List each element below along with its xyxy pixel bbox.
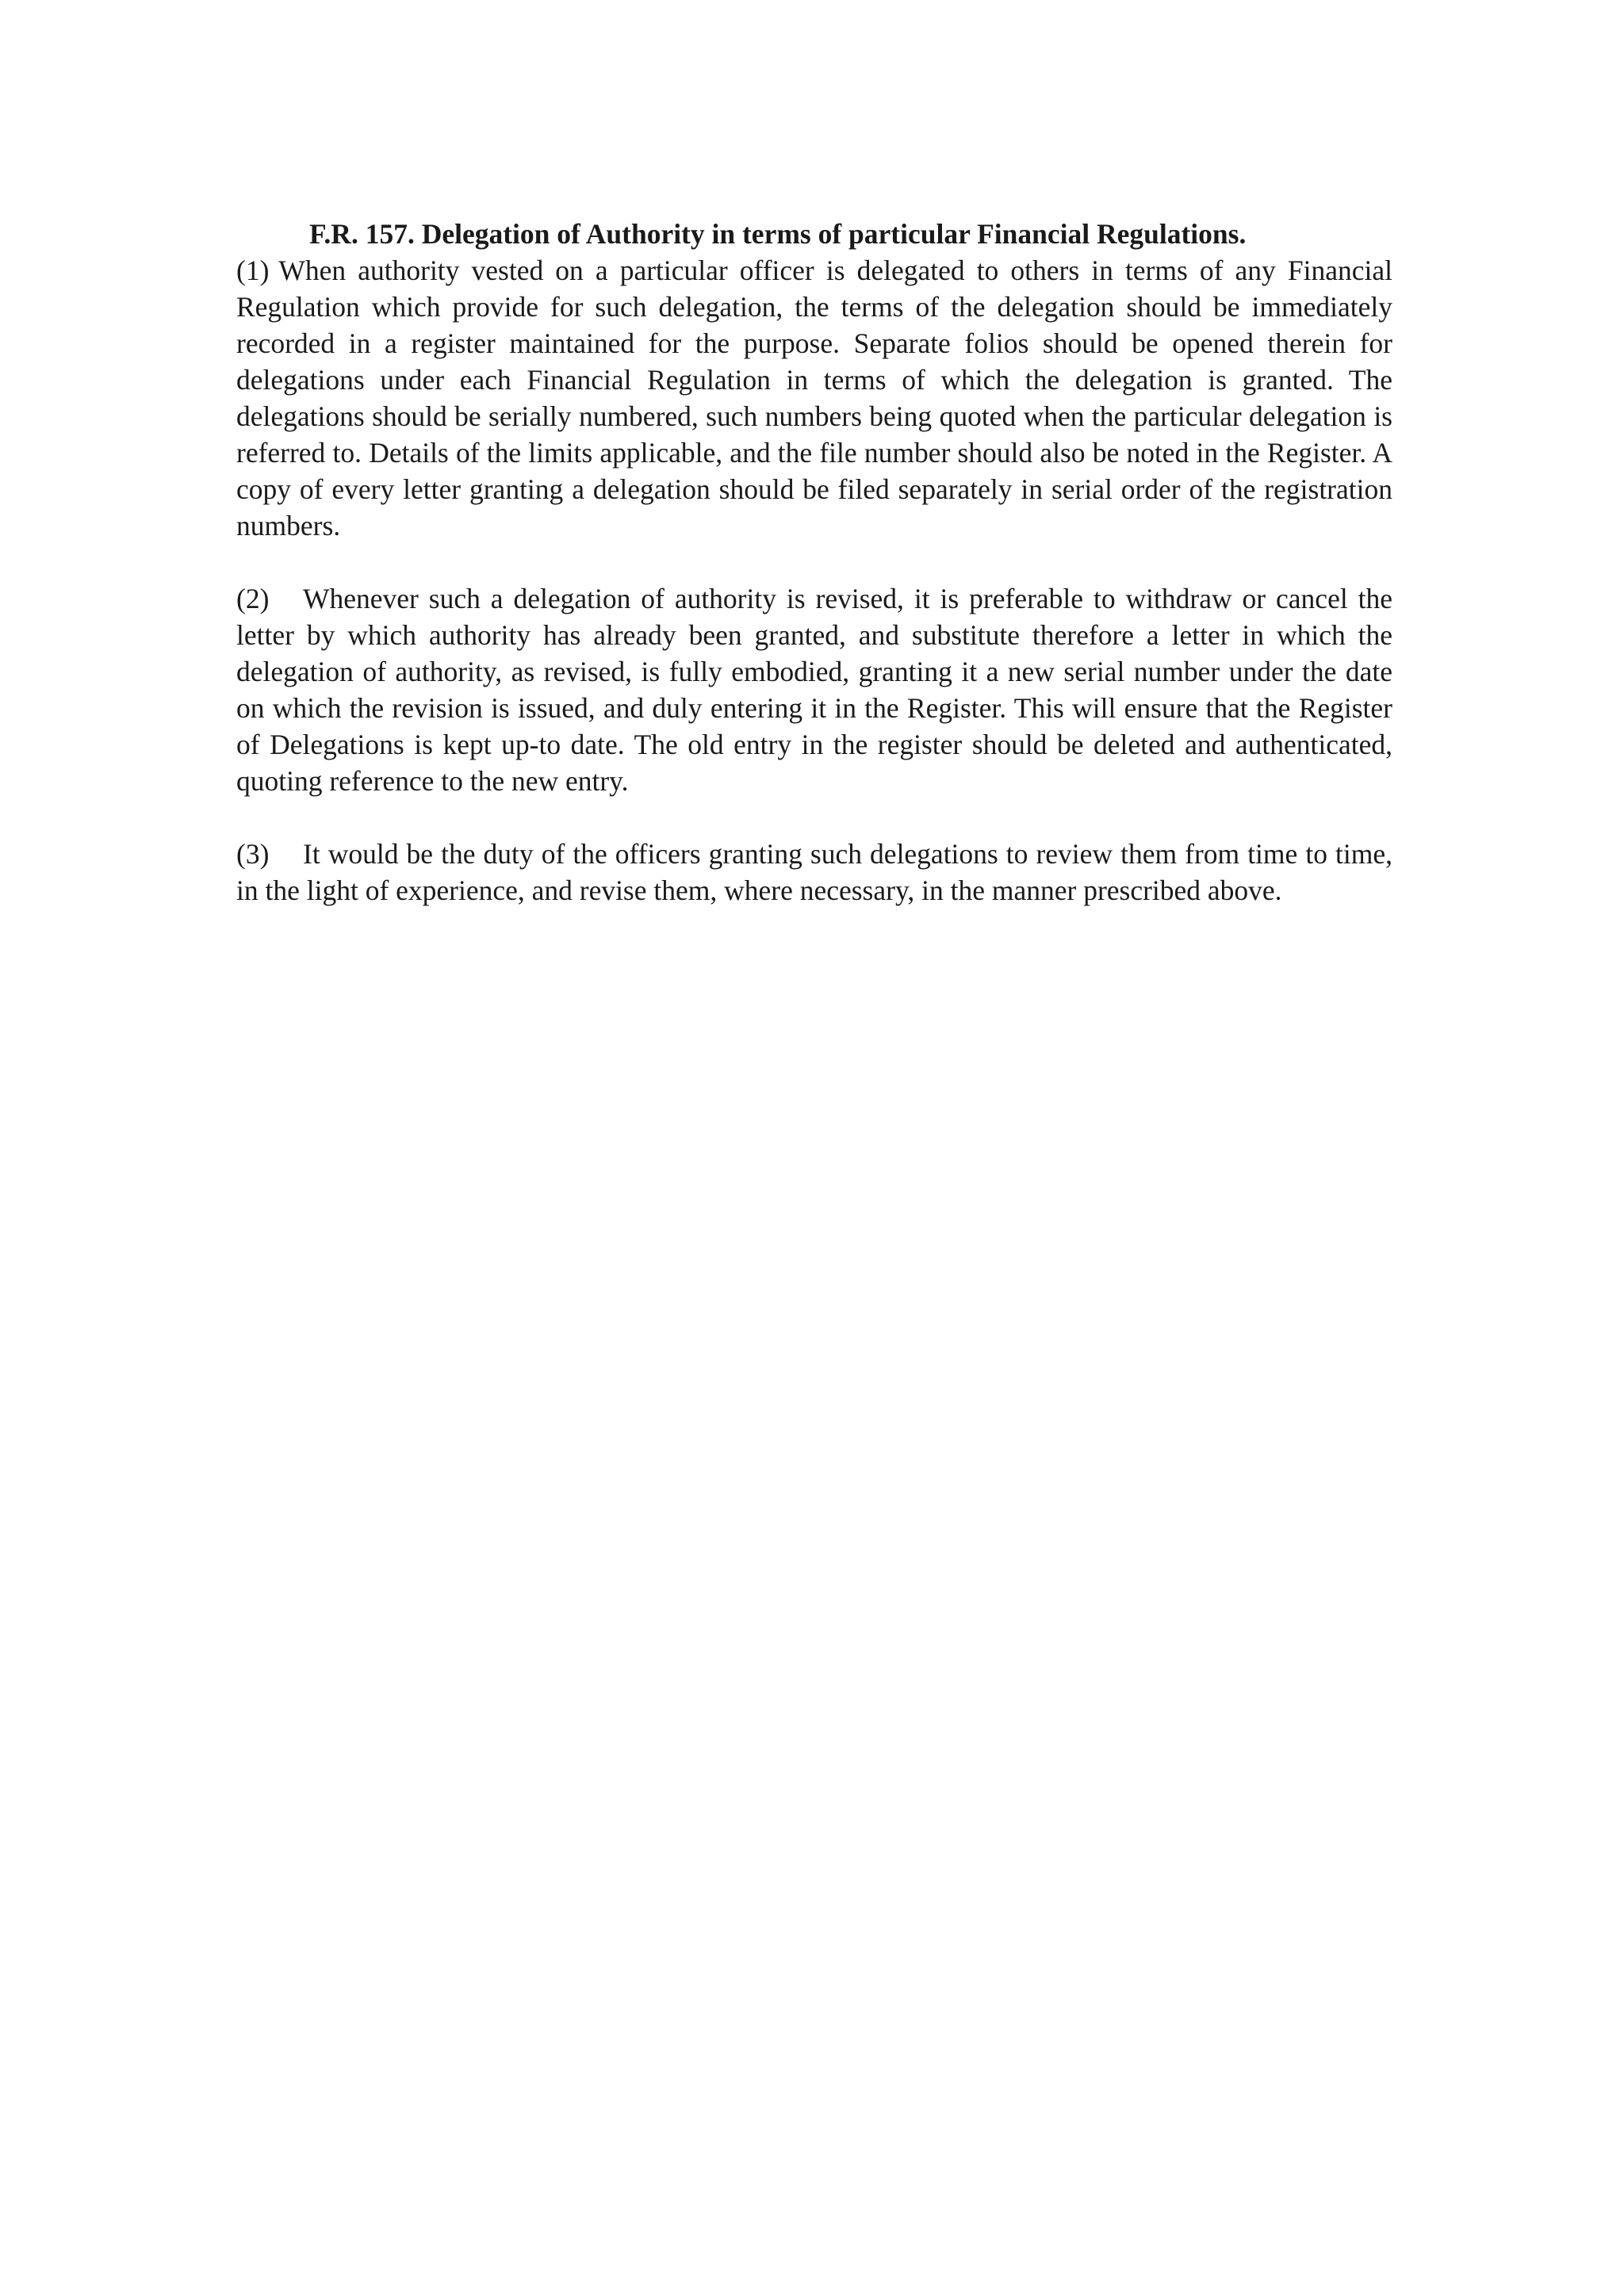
paragraph-3 xyxy=(236,836,1392,909)
paragraph-2-text: Whenever such a delegation of authority is revised, it is preferable to withdraw or cancel the letter by which authority has already been granted, and substitute therefore a letter in which the delegation of authority, as revised, is fully embodied, granting it a new serial number under the date on which the revision is issued, and duly entering it in the Register. This will ensure that the Register of Delegations is kept up-to date. The old entry in the register should be deleted and authenticated, quoting reference to the new entry. xyxy=(236,583,1392,797)
paragraph-3-number: (3) xyxy=(236,838,270,870)
regulation-section xyxy=(236,216,1392,909)
paragraph-3-text: It would be the duty of the officers granting such delegations to review them from time to time, in the light of experience, and revise them, where necessary, in the manner prescribed above. xyxy=(236,838,1392,906)
paragraph-1-text: When authority vested on a particular officer is delegated to others in terms of any Financial Regulation which provide for such delegation, the terms of the delegation should be immediately recorded in a register maintained for the purpose. Separate folios should be opened therein for delegations under each Financial Regulation in terms of which the delegation is granted. The delegations should be serially numbered, such numbers being quoted when the particular delegation is referred to. Details of the limits applicable, and the file number should also be noted in the Register. A copy of every letter granting a delegation should be filed separately in serial order of the registration numbers. xyxy=(236,254,1392,541)
paragraph-2 xyxy=(236,580,1392,799)
paragraph-1-number: (1) xyxy=(236,254,270,286)
paragraph-2-number: (2) xyxy=(236,583,270,614)
paragraph-1 xyxy=(236,216,1392,544)
section-heading: F.R. 157. Delegation of Authority in terms of particular Financial Regulations. xyxy=(309,218,1247,250)
